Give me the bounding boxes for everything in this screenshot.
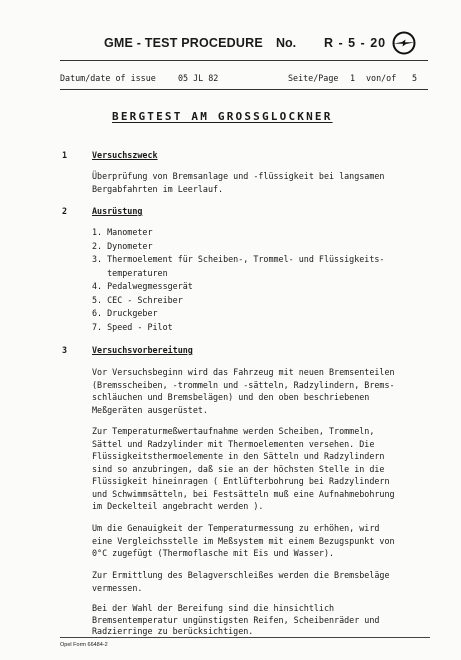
section-number: 3 <box>62 345 68 355</box>
list-item: 7. Speed - Pilot <box>92 321 173 332</box>
form-number: Opel Form 66484-2 <box>60 642 108 648</box>
document-title: BERGTEST AM GROSSGLOCKNER <box>112 110 333 123</box>
page-current: 1 <box>350 73 356 83</box>
paragraph-line: Bremsentemperatur ungünstigsten Reifen, Scheibenräder und <box>92 614 380 625</box>
section-heading: Ausrüstung <box>92 206 143 216</box>
page-total: 5 <box>412 73 418 83</box>
paragraph-line: Meßgeräten ausgerüstet. <box>92 404 208 415</box>
footer-divider <box>60 637 430 638</box>
paragraph-line: sind so anzubringen, daß sie an der höchsten Stelle in die <box>92 463 385 474</box>
paragraph-line: vermessen. <box>92 582 143 593</box>
paragraph-line: schläuchen und Bremsbelägen) und den oben beschriebenen <box>92 392 370 402</box>
page-label: Seite/Page <box>288 73 339 83</box>
paragraph-line: (Bremsscheiben, -trommeln und -sätteln, Radzylindern, Brems- <box>92 379 395 390</box>
paragraph-line: Bei der Wahl der Bereifung sind die hinsichtlich <box>92 603 335 613</box>
opel-blitz-logo-icon <box>392 31 416 55</box>
paragraph-line: Bergabfahrten im Leerlauf. <box>92 183 224 194</box>
list-item: temperaturen <box>92 267 168 278</box>
procedure-code: R - 5 - 20 <box>324 36 387 50</box>
list-item: 5. CEC - Schreiber <box>92 294 183 305</box>
list-item: 1. Manometer <box>92 227 153 237</box>
paragraph-line: Sättel und Radzylinder mit Thermoelementen versehen. Die <box>92 438 375 449</box>
paragraph-line: Flüssigkeitsthermoelemente in den Sätteln und Radzylindern <box>92 451 385 461</box>
page-sep: von/of <box>366 73 397 83</box>
paragraph-line: im Deckelteil angebracht werden ). <box>92 501 264 511</box>
list-item: 6. Druckgeber <box>92 308 158 318</box>
date-value: 05 JL 82 <box>178 73 219 83</box>
paragraph-line: Vor Versuchsbeginn wird das Fahrzeug mit neuen Bremsenteilen <box>92 367 395 377</box>
paragraph-line: Um die Genauigkeit der Temperaturmessung zu erhöhen, wird <box>92 523 380 533</box>
section-heading: Versuchszweck <box>92 150 158 160</box>
paragraph-line: eine Vergleichsstelle im Meßsystem mit einem Bezugspunkt von <box>92 535 395 546</box>
date-label: Datum/date of issue <box>60 73 156 83</box>
section-number: 1 <box>62 150 68 160</box>
procedure-title: GME - TEST PROCEDURE <box>104 36 263 50</box>
paragraph-line: Flüssigkeit hineinragen ( Entlüfterbohrung bei Radzylindern <box>92 476 390 486</box>
list-item: 2. Dynometer <box>92 240 153 251</box>
number-label: No. <box>276 36 297 50</box>
section-number: 2 <box>62 206 68 216</box>
paragraph-line: und Schwimmsätteln, bei Festsätteln muß eine Aufnahmebohrung <box>92 488 395 499</box>
paragraph-line: Überprüfung von Bremsanlage und -flüssigkeit bei langsamen <box>92 171 385 181</box>
header-divider <box>60 60 428 61</box>
paragraph-line: Zur Ermittlung des Belagverschleißes werden die Bremsbeläge <box>92 570 390 580</box>
section-heading: Versuchsvorbereitung <box>92 345 193 355</box>
paragraph-line: 0°C zugefügt (Thermoflasche mit Eis und Wasser). <box>92 548 335 558</box>
list-item: 3. Thermoelement für Scheiben-, Trommel- und Flüssigkeits- <box>92 254 385 264</box>
paragraph-line: Zur Temperaturmeßwertaufnahme werden Scheiben, Trommeln, <box>92 426 375 436</box>
paragraph-line: Radzierringe zu berücksichtigen. <box>92 626 254 636</box>
list-item: 4. Pedalwegmessgerät <box>92 281 193 291</box>
meta-divider <box>60 89 428 90</box>
